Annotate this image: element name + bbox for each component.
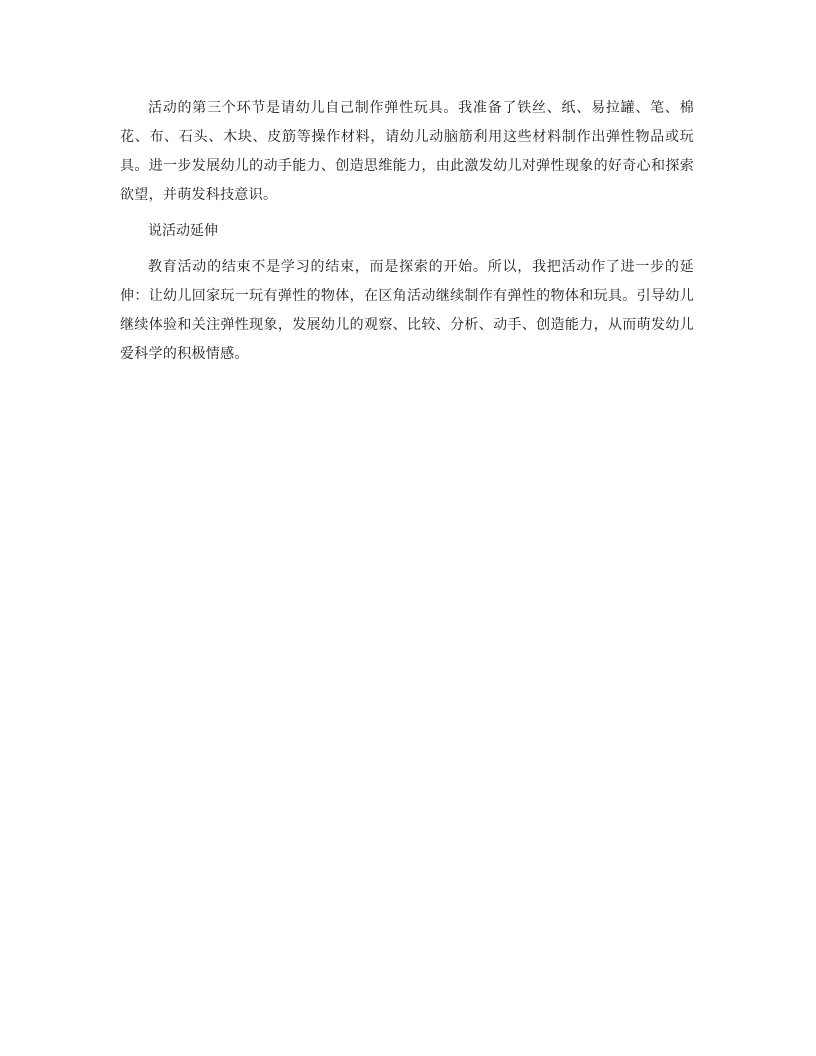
document-body [120,94,694,369]
section-heading: 说活动延伸 [148,223,218,239]
paragraph-activity-extension: 教育活动的结束不是学习的结束，而是探索的开始。所以，我把活动作了进一步的延伸：让幼儿回家玩一玩有弹性的物体，在区角活动继续制作有弹性的物体和玩具。引导幼儿继续体验和关注弹性现象，发展幼儿的观察、比较、分析、动手、创造能力，从而萌发幼儿爱科学的积极情感。 [120,259,694,362]
paragraph-activity-third-step: 活动的第三个环节是请幼儿自己制作弹性玩具。我准备了铁丝、纸、易拉罐、笔、棉花、布、石头、木块、皮筋等操作材料，请幼儿动脑筋利用这些材料制作出弹性物品或玩具。进一步发展幼儿的动手能力、创造思维能力，由此激发幼儿对弹性现象的好奇心和探索欲望，并萌发科技意识。 [120,100,694,203]
